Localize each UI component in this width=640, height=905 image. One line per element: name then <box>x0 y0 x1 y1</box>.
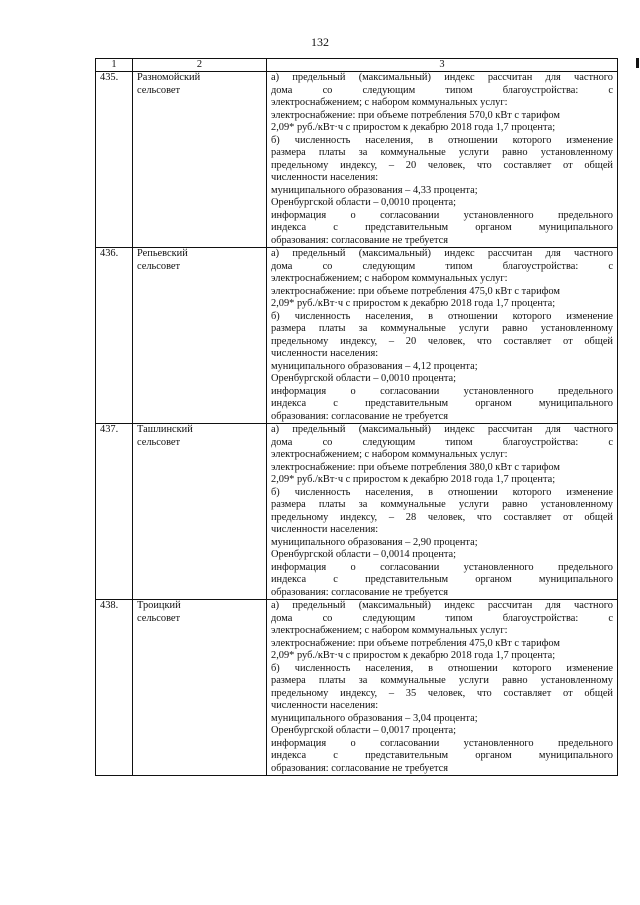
description-line: 2,09* руб./кВт·ч с приростом к декабрю 2018 года 1,7 процента; <box>271 122 556 133</box>
description-line: электроснабжением; с набором коммунальных услуг: <box>271 97 508 108</box>
description-line: образования: согласование не требуется <box>271 234 449 246</box>
description-line: муниципального образования – 2,90 процента; <box>271 536 478 548</box>
row-number: 438. <box>96 600 133 776</box>
description-line: электроснабжением; с набором коммунальных услуг: <box>271 273 508 284</box>
header-col-1: 1 <box>96 59 133 72</box>
municipality-name-line: сельсовет <box>137 612 181 624</box>
description-line: размера платы за коммунальные услуги равно установленному <box>271 147 613 158</box>
municipality-name-line: сельсовет <box>137 84 181 96</box>
description-line: б) численность населения, в отношении которого изменение <box>271 662 613 674</box>
header-col-3: 3 <box>267 59 618 72</box>
description-line: размера платы за коммунальные услуги равно установленному <box>271 499 613 510</box>
row-number: 435. <box>96 72 133 248</box>
description-line: б) численность населения, в отношении которого изменение <box>271 134 613 146</box>
description-line: предельному индексу, – 20 человек, что составляет от общей <box>271 159 613 171</box>
description-line: б) численность населения, в отношении которого изменение <box>271 310 613 322</box>
description-line: дома со следующим типом благоустройства: с <box>271 436 613 448</box>
description-line: предельному индексу, – 28 человек, что составляет от общей <box>271 511 613 523</box>
municipality-name <box>133 600 267 776</box>
description-line: численности населения: <box>271 172 379 183</box>
municipality-name <box>133 248 267 424</box>
description-line: электроснабжением; с набором коммунальных услуг: <box>271 625 508 636</box>
description-line: дома со следующим типом благоустройства: с <box>271 84 613 96</box>
description-line: предельному индексу, – 35 человек, что составляет от общей <box>271 687 613 699</box>
description-line: а) предельный (максимальный) индекс рассчитан для частного <box>271 72 613 83</box>
description-line: а) предельный (максимальный) индекс рассчитан для частного <box>271 600 613 611</box>
description-line: образования: согласование не требуется <box>271 762 449 774</box>
municipality-name-line: сельсовет <box>137 436 181 448</box>
description-line: электроснабжение: при объеме потребления 570,0 кВт с тарифом <box>271 109 560 121</box>
municipality-name <box>133 424 267 600</box>
description-line: Оренбургской области – 0,0010 процента; <box>271 197 457 208</box>
table-header-row <box>96 59 618 72</box>
description-line: размера платы за коммунальные услуги равно установленному <box>271 675 613 686</box>
index-description <box>267 72 618 248</box>
description-line: индекса с представительным органом муниципального <box>271 222 613 233</box>
description-line: электроснабжение: при объеме потребления 380,0 кВт с тарифом <box>271 461 560 473</box>
description-line: информация о согласовании установленного предельного <box>271 561 613 573</box>
municipality-name <box>133 72 267 248</box>
description-line: дома со следующим типом благоустройства: с <box>271 260 613 272</box>
description-line: индекса с представительным органом муниципального <box>271 398 613 409</box>
description-line: информация о согласовании установленного предельного <box>271 209 613 221</box>
description-line: образования: согласование не требуется <box>271 410 449 422</box>
municipality-name-line: Репьевский <box>137 248 188 259</box>
index-description <box>267 600 618 776</box>
description-line: а) предельный (максимальный) индекс рассчитан для частного <box>271 424 613 435</box>
description-line: муниципального образования – 4,33 процента; <box>271 184 478 196</box>
description-line: численности населения: <box>271 700 379 711</box>
page-number: 132 <box>311 35 329 49</box>
row-number: 436. <box>96 248 133 424</box>
municipality-name-line: Ташлинский <box>137 424 193 435</box>
description-line: б) численность населения, в отношении которого изменение <box>271 486 613 498</box>
description-line: 2,09* руб./кВт·ч с приростом к декабрю 2018 года 1,7 процента; <box>271 298 556 309</box>
municipality-name-line: Разномойский <box>137 72 201 83</box>
municipality-name-line: сельсовет <box>137 260 181 272</box>
header-col-2: 2 <box>133 59 267 72</box>
municipality-name-line: Троицкий <box>137 600 181 611</box>
description-line: размера платы за коммунальные услуги равно установленному <box>271 323 613 334</box>
table-row <box>96 248 618 424</box>
description-line: дома со следующим типом благоустройства: с <box>271 612 613 624</box>
description-line: 2,09* руб./кВт·ч с приростом к декабрю 2018 года 1,7 процента; <box>271 474 556 485</box>
description-line: 2,09* руб./кВт·ч с приростом к декабрю 2018 года 1,7 процента; <box>271 650 556 661</box>
description-line: муниципального образования – 3,04 процента; <box>271 712 478 724</box>
description-line: численности населения: <box>271 348 379 359</box>
table-row <box>96 72 618 248</box>
description-line: численности населения: <box>271 524 379 535</box>
description-line: информация о согласовании установленного предельного <box>271 737 613 749</box>
description-line: Оренбургской области – 0,0017 процента; <box>271 725 457 736</box>
index-description <box>267 424 618 600</box>
description-line: а) предельный (максимальный) индекс рассчитан для частного <box>271 248 613 259</box>
index-description <box>267 248 618 424</box>
row-number: 437. <box>96 424 133 600</box>
description-line: Оренбургской области – 0,0014 процента; <box>271 549 457 560</box>
description-line: индекса с представительным органом муниципального <box>271 574 613 585</box>
description-line: муниципального образования – 4,12 процента; <box>271 360 478 372</box>
data-table <box>95 58 618 776</box>
table-row <box>96 424 618 600</box>
description-line: предельному индексу, – 20 человек, что составляет от общей <box>271 335 613 347</box>
description-line: индекса с представительным органом муниципального <box>271 750 613 761</box>
description-line: электроснабжение: при объеме потребления 475,0 кВт с тарифом <box>271 285 560 297</box>
description-line: электроснабжение: при объеме потребления 475,0 кВт с тарифом <box>271 637 560 649</box>
description-line: образования: согласование не требуется <box>271 586 449 598</box>
table-row <box>96 600 618 776</box>
description-line: Оренбургской области – 0,0010 процента; <box>271 373 457 384</box>
description-line: информация о согласовании установленного предельного <box>271 385 613 397</box>
description-line: электроснабжением; с набором коммунальных услуг: <box>271 449 508 460</box>
page-edge-mark <box>636 58 639 68</box>
